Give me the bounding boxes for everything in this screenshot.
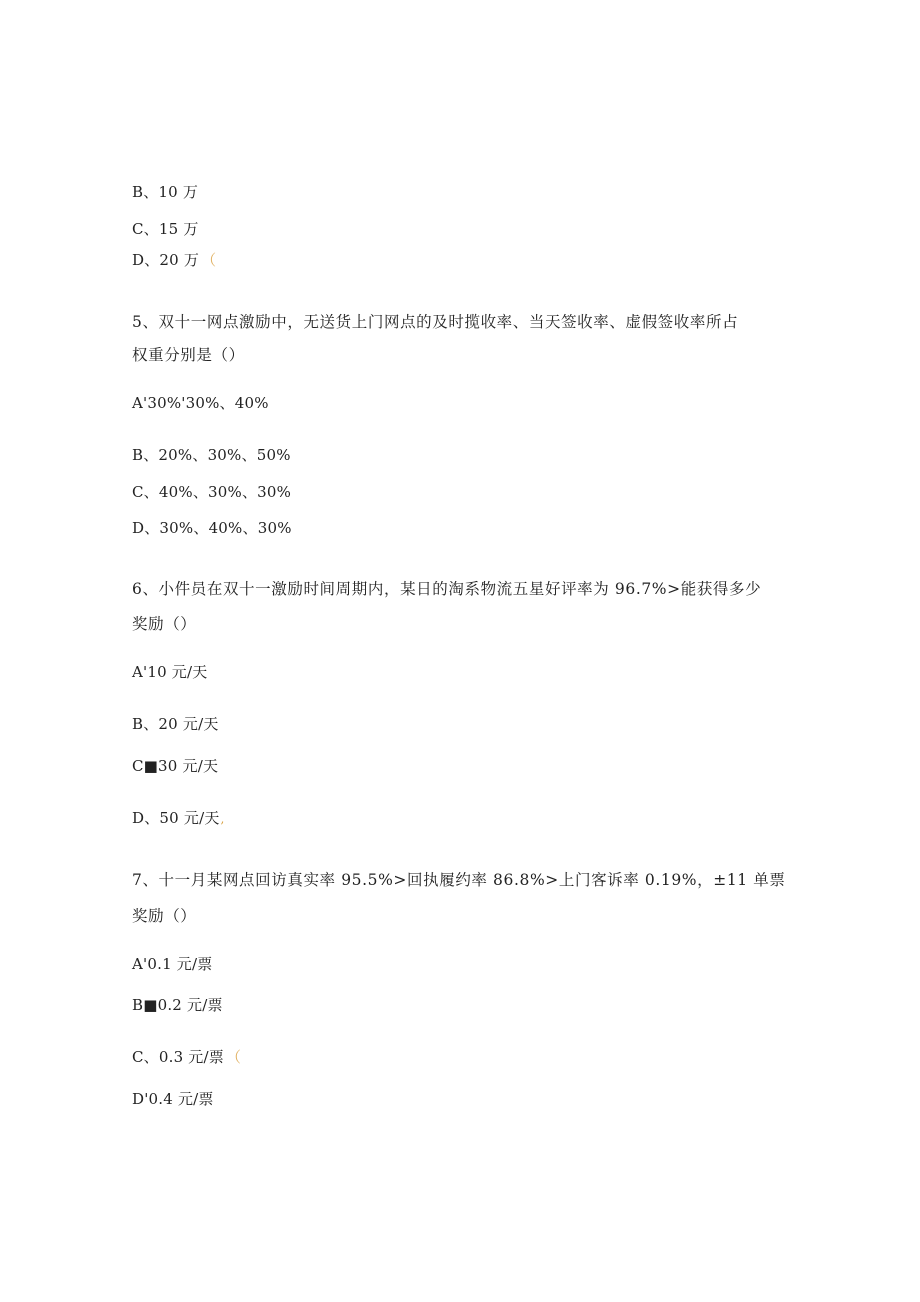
answer-mark: , <box>220 812 225 826</box>
q6-option-a <box>132 662 207 682</box>
q6-stem-line1: 6、小件员在双十一激励时间周期内，某日的淘系物流五星好评率为 96.7%>能获得多少 <box>132 580 762 598</box>
answer-mark: （ <box>201 251 217 269</box>
option-text: C、0.3 元/票 <box>132 1048 224 1066</box>
option-text: D、20 万 <box>132 251 200 269</box>
option-text: B、10 万 <box>132 183 199 201</box>
q5-option-a <box>132 393 269 413</box>
q5-option-c <box>132 482 291 502</box>
option-text: C、15 万 <box>132 220 199 238</box>
option-text: D'0.4 元/票 <box>132 1090 214 1108</box>
option-text: A'30%'30%、40% <box>132 394 269 412</box>
option-text: D、50 元/天 <box>132 809 220 827</box>
option-text: B、20 元/天 <box>132 715 219 733</box>
q7-option-c <box>132 1047 241 1067</box>
q4-option-d <box>132 250 216 270</box>
q5-option-b <box>132 445 291 465</box>
option-text: B■0.2 元/票 <box>132 996 223 1014</box>
q7-option-d <box>132 1089 214 1109</box>
q4-option-b <box>132 182 198 202</box>
q5-stem-line2: 权重分别是（） <box>132 346 245 364</box>
q6-option-d <box>132 808 225 829</box>
q7-stem-line1: 7、十一月某网点回访真实率 95.5%>回执履约率 86.8%>上门客诉率 0.19%，±11 单票 <box>132 871 786 889</box>
option-text: C■30 元/天 <box>132 757 219 775</box>
q6-option-b <box>132 714 219 734</box>
q4-option-c <box>132 219 199 239</box>
option-text: C、40%、30%、30% <box>132 483 292 501</box>
q7-stem-line2: 奖励（） <box>132 907 197 925</box>
option-text: B、20%、30%、50% <box>132 446 291 464</box>
q5-stem-line1: 5、双十一网点激励中，无送货上门网点的及时揽收率、当天签收率、虚假签收率所占 <box>132 313 739 331</box>
q5-option-d <box>132 518 292 538</box>
q6-option-c <box>132 756 218 776</box>
q6-stem-line2: 奖励（） <box>132 615 197 633</box>
option-text: A'0.1 元/票 <box>132 955 213 973</box>
q7-option-b <box>132 995 223 1015</box>
option-text: D、30%、40%、30% <box>132 519 292 537</box>
answer-mark: （ <box>225 1048 242 1066</box>
option-text: A'10 元/天 <box>132 663 208 681</box>
q7-option-a <box>132 954 212 974</box>
